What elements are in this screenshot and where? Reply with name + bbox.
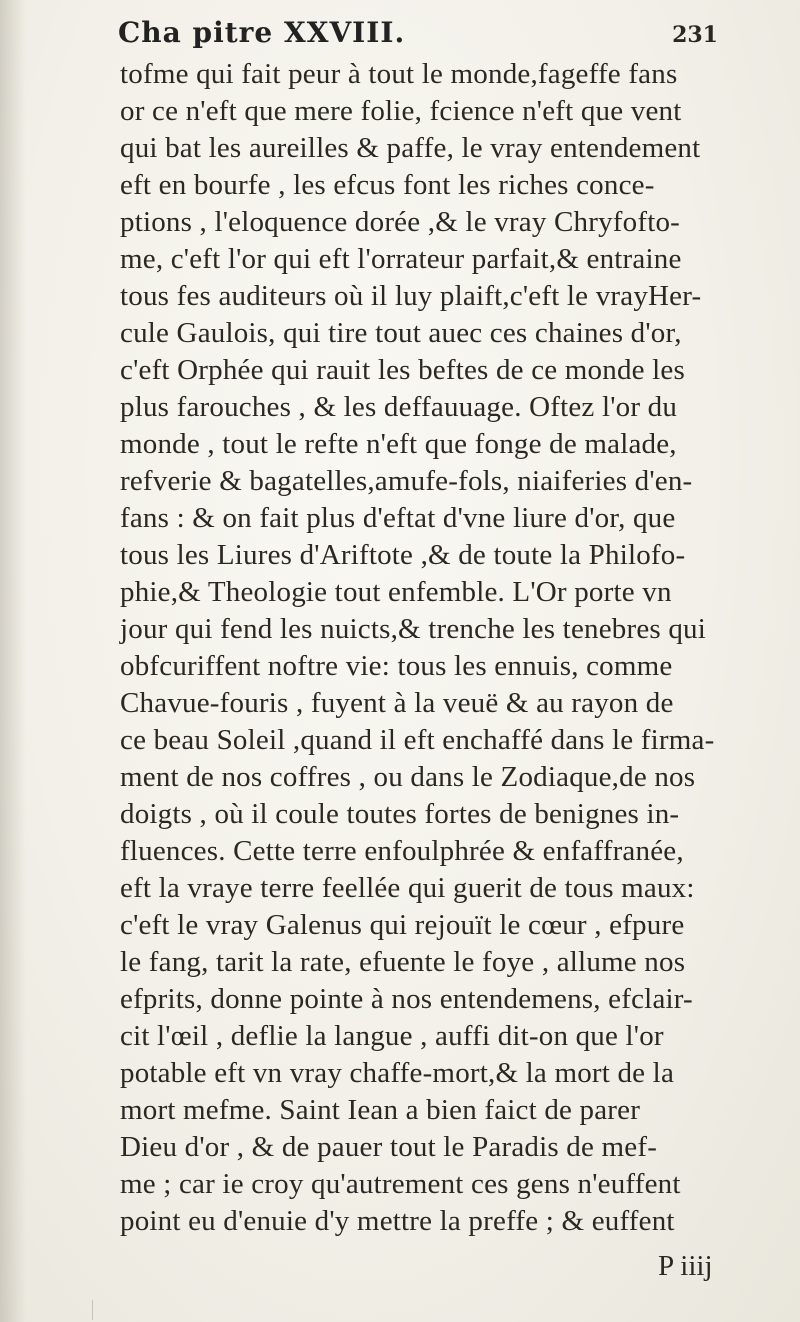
text-line: plus farouches , & les deffauuage. Oftez l'or du <box>120 391 678 423</box>
text-line: ptions , l'eloquence dorée ,& le vray Chryfofto- <box>120 206 681 238</box>
page-gutter-shadow <box>0 0 26 1322</box>
text-line: potable eft vn vray chaffe-mort,& la mort de la <box>120 1057 675 1089</box>
text-line: phie,& Theologie tout enfemble. L'Or porte vn <box>120 576 672 608</box>
signature-mark: P iiij <box>658 1250 713 1282</box>
text-line: obfcuriffent noftre vie: tous les ennuis, comme <box>120 650 673 682</box>
text-line: le fang, tarit la rate, efuente le foye , allume nos <box>120 946 686 978</box>
text-line: refverie & bagatelles,amufe-fols, niaiferies d'en- <box>120 465 693 497</box>
paper-mark <box>92 1300 101 1320</box>
text-line: efprits, donne pointe à nos entendemens, efclair- <box>120 983 693 1015</box>
page-header <box>118 16 718 56</box>
text-line: me, c'eft l'or qui eft l'orrateur parfait,& entraine <box>120 243 682 275</box>
text-line: eft en bourfe , les efcus font les riches conce- <box>120 169 655 201</box>
text-line: fans : & on fait plus d'eftat d'vne liure d'or, que <box>120 502 676 534</box>
page-number: 231 <box>672 22 718 48</box>
text-line: mort mefme. Saint Iean a bien faict de parer <box>120 1094 641 1126</box>
text-line: Dieu d'or , & de pauer tout le Paradis de mef- <box>120 1131 658 1163</box>
text-line: Chavue-fouris , fuyent à la veuë & au rayon de <box>120 687 674 719</box>
running-head: Cha pitre XXVIII. <box>118 16 406 49</box>
text-line: point eu d'enuie d'y mettre la preffe ; & euffent <box>120 1205 675 1237</box>
text-line: ce beau Soleil ,quand il eft enchaffé dans le firma- <box>120 724 715 756</box>
text-line: cule Gaulois, qui tire tout auec ces chaines d'or, <box>120 317 682 349</box>
text-line: monde , tout le refte n'eft que fonge de malade, <box>120 428 677 460</box>
text-line: jour qui fend les nuicts,& trenche les tenebres qui <box>120 613 707 645</box>
text-line: eft la vraye terre feellée qui guerit de tous maux: <box>120 872 695 904</box>
text-line: or ce n'eft que mere folie, fcience n'eft que vent <box>120 95 682 127</box>
text-line: tous les Liures d'Ariftote ,& de toute la Philofo- <box>120 539 686 571</box>
text-line: fluences. Cette terre enfoulphrée & enfaffranée, <box>120 835 684 867</box>
text-line: tous fes auditeurs où il luy plaift,c'eft le vrayHer- <box>120 280 702 312</box>
text-line: cit l'œil , deflie la langue , auffi dit-on que l'or <box>120 1020 664 1052</box>
text-line: ment de nos coffres , ou dans le Zodiaque,de nos <box>120 761 696 793</box>
text-line: me ; car ie croy qu'autrement ces gens n'euffent <box>120 1168 681 1200</box>
text-line: c'eft le vray Galenus qui rejouït le cœur , efpure <box>120 909 685 941</box>
text-line: tofme qui fait peur à tout le monde,fageffe fans <box>120 58 678 90</box>
text-line: c'eft Orphée qui rauit les beftes de ce monde les <box>120 354 685 386</box>
text-line: qui bat les aureilles & paffe, le vray entendement <box>120 132 701 164</box>
text-line: doigts , où il coule toutes fortes de benignes in- <box>120 798 680 830</box>
